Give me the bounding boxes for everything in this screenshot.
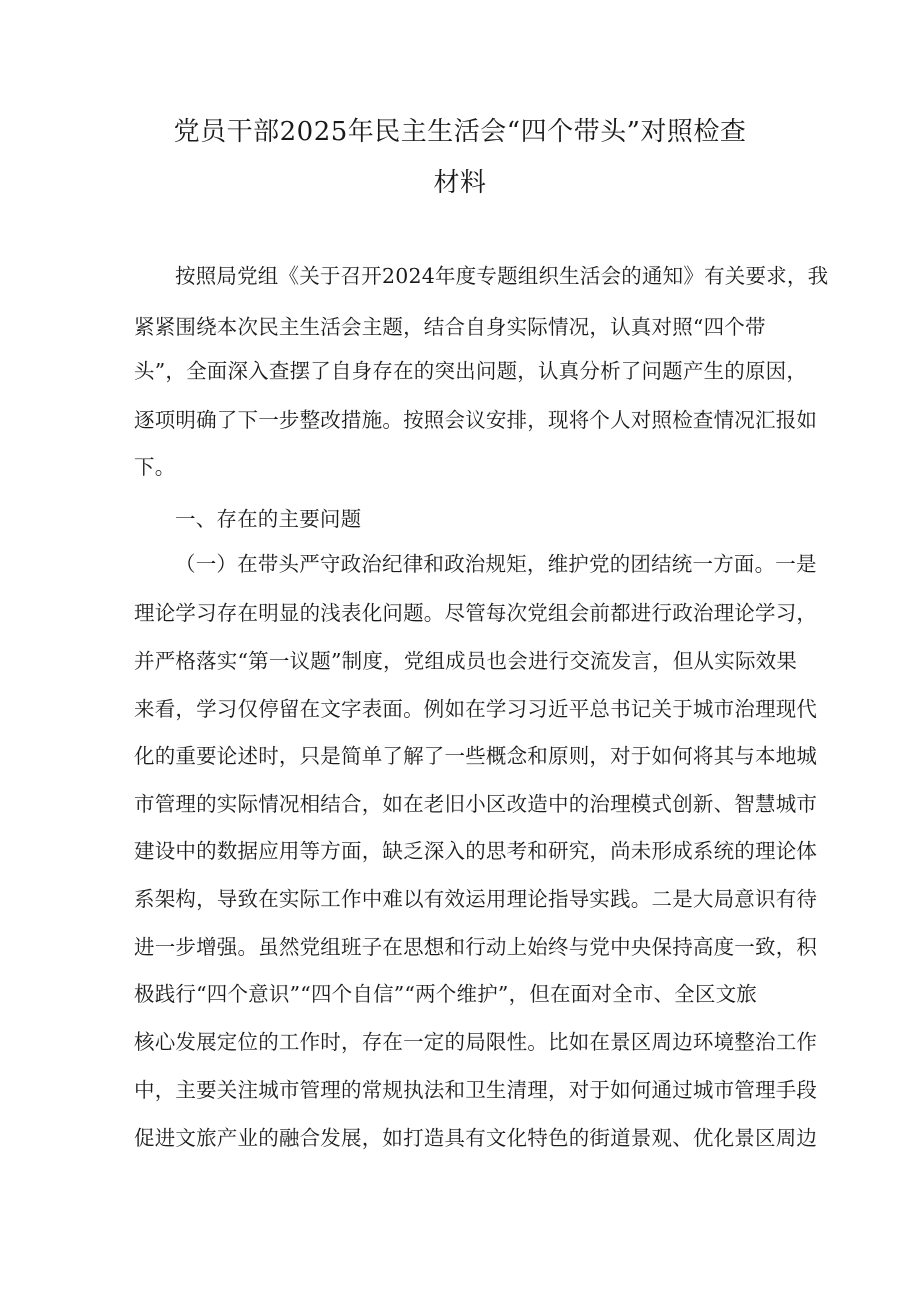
section-paragraph-line: 并严格落实“第一议题”制度，党组成员也会进行交流发言，但从实际效果: [134, 649, 798, 673]
section-paragraph-line: 极践行“四个意识”“四个自信”“两个维护”，但在面对全市、全区文旅: [134, 982, 757, 1006]
document-title-line-2: 材料: [433, 168, 487, 198]
intro-paragraph-line: 逐项明确了下一步整改措施。按照会议安排，现将个人对照检查情况汇报如: [134, 408, 818, 432]
section-paragraph-line: （一）在带头严守政治纪律和政治规矩，维护党的团结统一方面。一是: [175, 552, 817, 576]
section-paragraph-line: 来看，学习仅停留在文字表面。例如在学习习近平总书记关于城市治理现代: [134, 697, 818, 721]
section-paragraph-line: 建设中的数据应用等方面，缺乏深入的思考和研究，尚未形成系统的理论体: [134, 839, 818, 863]
section-paragraph-line: 系架构，导致在实际工作中难以有效运用理论指导实践。二是大局意识有待: [134, 887, 818, 911]
section-paragraph-line: 化的重要论述时，只是简单了解了一些概念和原则，对于如何将其与本地城: [134, 744, 818, 768]
intro-paragraph-line: 按照局党组《关于召开2024年度专题组织生活会的通知》有关要求，我: [175, 264, 829, 288]
intro-paragraph-line: 头”，全面深入查摆了自身存在的突出问题，认真分析了问题产生的原因，: [134, 359, 808, 383]
section-paragraph-line: 促进文旅产业的融合发展，如打造具有文化特色的街道景观、优化景区周边: [134, 1126, 818, 1150]
intro-paragraph-line: 紧紧围绕本次民主生活会主题，结合自身实际情况，认真对照“四个带: [134, 315, 766, 339]
section-paragraph-line: 核心发展定位的工作时，存在一定的局限性。比如在景区周边环境整治工作: [134, 1030, 818, 1054]
section-paragraph-line: 理论学习存在明显的浅表化问题。尽管每次党组会前都进行政治理论学习，: [134, 601, 818, 625]
section-paragraph-line: 中，主要关注城市管理的常规执法和卫生清理，对于如何通过城市管理手段: [134, 1078, 818, 1102]
section-heading: 一、存在的主要问题: [175, 507, 362, 531]
document-title-line-1: 党员干部2025年民主生活会“四个带头”对照检查: [173, 117, 747, 147]
section-paragraph-line: 进一步增强。虽然党组班子在思想和行动上始终与党中央保持高度一致，积: [134, 935, 818, 959]
intro-paragraph-line: 下。: [134, 455, 176, 479]
section-paragraph-line: 市管理的实际情况相结合，如在老旧小区改造中的治理模式创新、智慧城市: [134, 792, 818, 816]
